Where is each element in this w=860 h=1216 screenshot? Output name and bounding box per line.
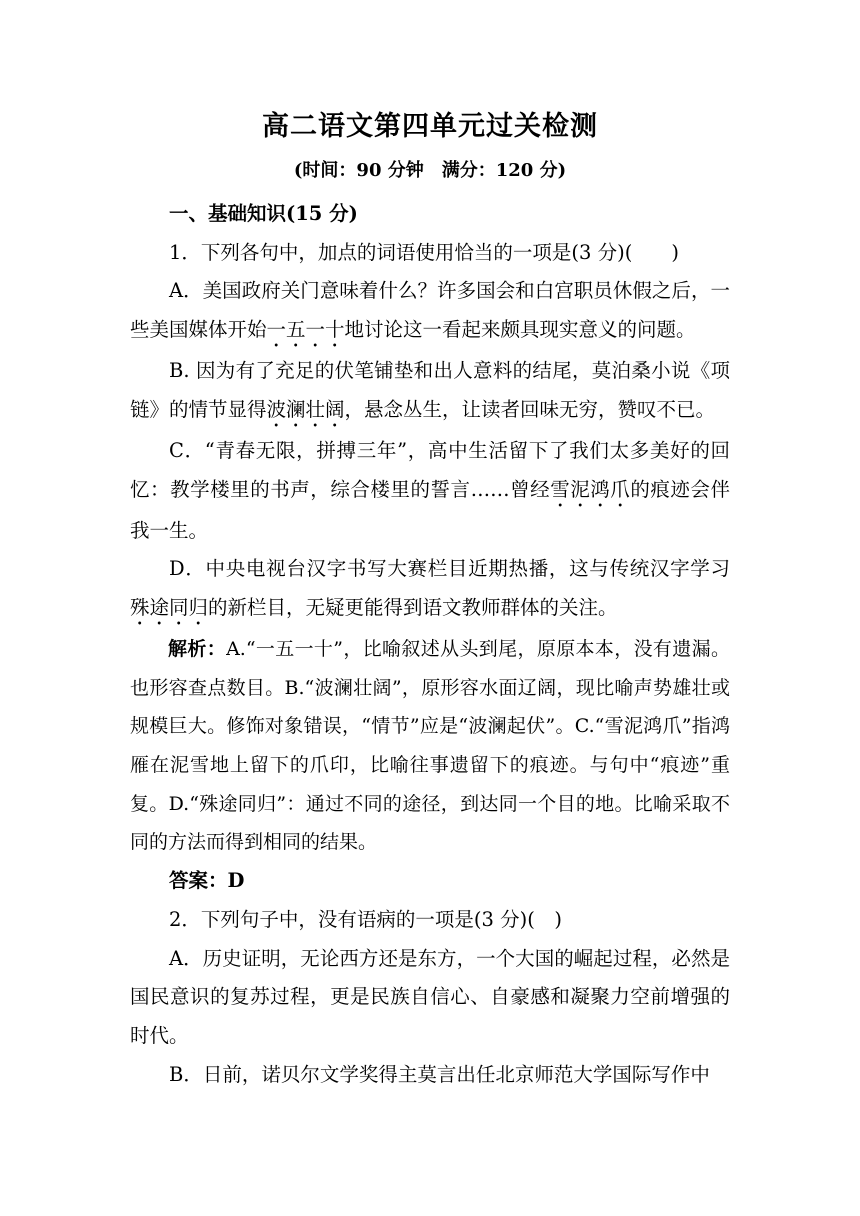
option-c-text-end: 的痕迹会伴我一生。 xyxy=(130,477,730,542)
dotted-phrase-b: 波澜壮阔 xyxy=(266,397,345,421)
answer-value: D xyxy=(227,869,245,893)
question-1-option-d xyxy=(130,550,730,630)
question-2-stem: 2．下列句子中，没有语病的一项是(3 分)( ) xyxy=(169,907,562,931)
dotted-phrase-d: 殊途同归 xyxy=(130,595,209,619)
question-1-option-a xyxy=(130,272,730,352)
option-d-text: D．中央电视台汉字书写大赛栏目近期热播，这与传统汉字学习 xyxy=(169,557,730,581)
analysis-label: 解析： xyxy=(168,637,227,660)
section-heading: 一、基础知识(15 分) xyxy=(169,202,358,225)
question-1-option-c xyxy=(130,432,730,550)
analysis-text: A.“一五一十”，比喻叙述从头到尾，原原本本，没有遗漏。也形容查点数目。B.“波澜壮阔”，原形容水面辽阔，现比喻声势雄壮或规模巨大。修饰对象错误，“情节”应是“波澜起伏”。C.“雪泥鸿爪”指鸿雁在泥雪地上留下的爪印，比喻往事遗留下的痕迹。与句中“痕迹”重复。D.“殊途同归”：通过不同的途径，到达同一个目的地。比喻采取不同的方法而得到相同的结果。 xyxy=(130,637,730,854)
exam-info: (时间：90 分钟 满分：120 分) xyxy=(293,160,567,181)
answer-label: 答案： xyxy=(169,869,228,893)
question-1-option-b xyxy=(130,352,730,432)
question-2-option-a: A．历史证明，无论西方还是东方，一个大国的崛起过程，必然是国民意识的复苏过程，更是民族自信心、自豪感和凝聚力空前增强的时代。 xyxy=(130,946,730,1047)
option-c-text: C．“青春无限，拼搏三年”，高中生活留下了我们太多美好的回忆：教学楼里的书声，综合楼里的誓言……曾经 xyxy=(130,438,730,501)
question-2-option-b: B．日前，诺贝尔文学奖得主莫言出任北京师范大学国际写作中 xyxy=(169,1062,710,1086)
dotted-phrase-c: 雪泥鸿爪 xyxy=(550,477,631,501)
option-a-text-end: 地讨论这一看起来颇具现实意义的问题。 xyxy=(344,318,696,342)
question-1-stem: 1．下列各句中，加点的词语使用恰当的一项是(3 分)( ) xyxy=(169,240,679,264)
option-b-text: B. 因为有了充足的伏笔铺垫和出人意料的结尾，莫泊桑小说《项链》的情节显得 xyxy=(130,359,730,421)
page-title: 高二语文第四单元过关检测 xyxy=(262,111,598,142)
dotted-phrase-a: 一五一十 xyxy=(266,318,345,342)
option-d-text-end: 的新栏目，无疑更能得到语文教师群体的关注。 xyxy=(208,595,618,619)
question-1-analysis xyxy=(130,630,730,862)
question-1-answer xyxy=(130,862,730,901)
option-b-text-end: ，悬念丛生，让读者回味无穷，赞叹不已。 xyxy=(344,397,716,421)
document-body xyxy=(130,195,730,1094)
option-a-text: A．美国政府关门意味着什么？许多国会和白宫职员休假之后，一些美国媒体开始 xyxy=(130,279,730,342)
